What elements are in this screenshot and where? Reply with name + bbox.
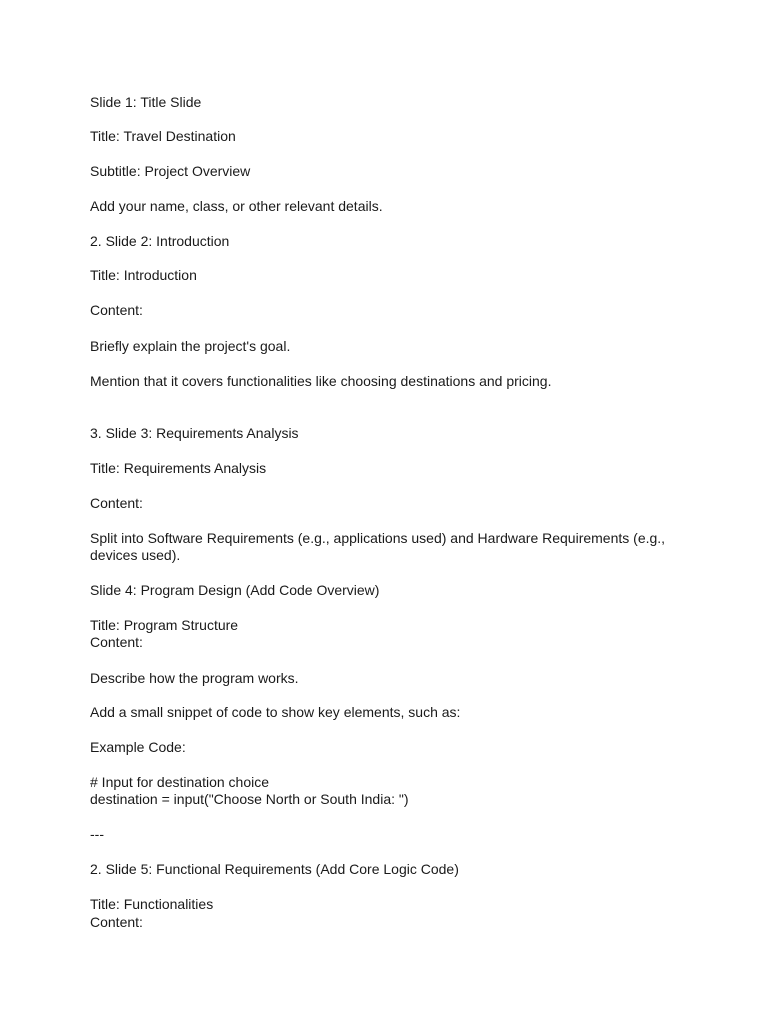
- slide-4-snippet-note: Add a small snippet of code to show key elements, such as:: [90, 704, 461, 720]
- slide-2-goal: Briefly explain the project's goal.: [90, 338, 291, 354]
- example-code-label: Example Code:: [90, 739, 186, 755]
- slide-3-requirements: Split into Software Requirements (e.g., applications used) and Hardware Requirements (e.g., devices used).: [90, 530, 666, 563]
- code-comment-line: # Input for destination choice: [90, 774, 270, 790]
- slide-3-title: Title: Requirements Analysis: [90, 460, 267, 476]
- slide-2-heading: 2. Slide 2: Introduction: [90, 233, 230, 249]
- slide-2-content-label: Content:: [90, 302, 143, 318]
- slide-1-heading: Slide 1: Title Slide: [90, 94, 202, 110]
- slide-2-title: Title: Introduction: [90, 267, 197, 283]
- section-divider: ---: [90, 826, 104, 842]
- slide-3-content-label: Content:: [90, 495, 143, 511]
- slide-1-subtitle: Subtitle: Project Overview: [90, 163, 251, 179]
- slide-4-content-label: Content:: [90, 634, 143, 650]
- code-input-line: destination = input("Choose North or South India: "): [90, 791, 409, 807]
- slide-5-title: Title: Functionalities: [90, 896, 214, 912]
- slide-3-heading: 3. Slide 3: Requirements Analysis: [90, 425, 299, 441]
- slide-4-description: Describe how the program works.: [90, 670, 299, 686]
- slide-1-title: Title: Travel Destination: [90, 128, 236, 144]
- slide-5-heading: 2. Slide 5: Functional Requirements (Add Core Logic Code): [90, 861, 459, 877]
- slide-4-title: Title: Program Structure: [90, 617, 239, 633]
- slide-4-heading: Slide 4: Program Design (Add Code Overview): [90, 582, 380, 598]
- slide-1-details: Add your name, class, or other relevant details.: [90, 198, 383, 214]
- slide-2-functionalities: Mention that it covers functionalities like choosing destinations and pricing.: [90, 373, 552, 389]
- slide-5-content-label: Content:: [90, 914, 143, 930]
